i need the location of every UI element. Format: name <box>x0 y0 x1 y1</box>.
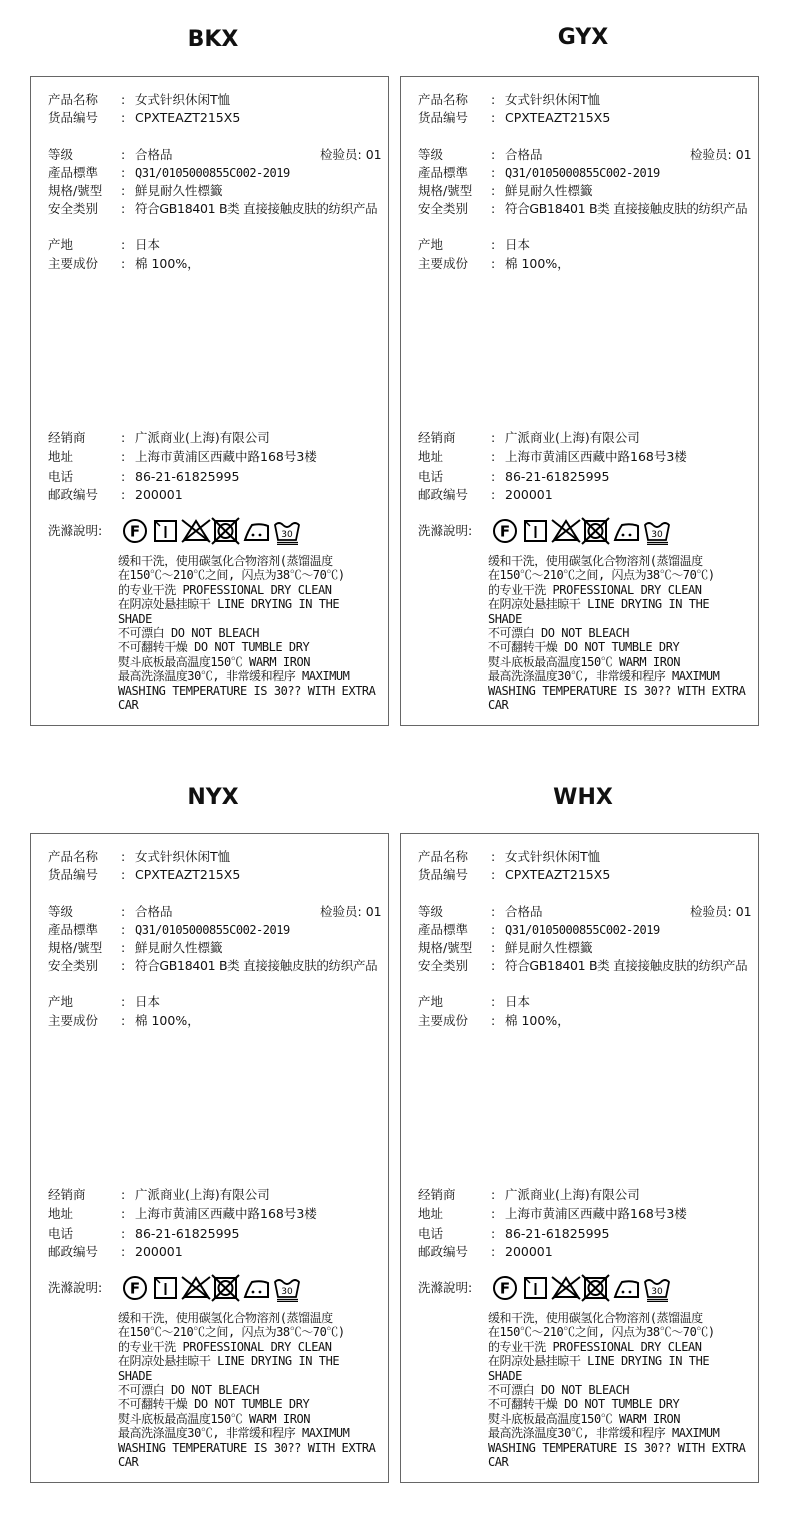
spec-value: 鮮見耐久性標籤 <box>135 183 223 198</box>
care-line: CAR <box>118 1455 139 1470</box>
label-code-bkx: BKX <box>187 27 239 52</box>
distributor-row: 经销商 : 广派商业(上海)有限公司 <box>48 430 270 445</box>
care-instructions-text <box>118 554 388 712</box>
label-code-nyx: NYX <box>187 785 239 810</box>
wash-instructions-key: 洗滌說明: <box>48 1280 103 1295</box>
distributor-key: 经销商 <box>48 1187 86 1202</box>
inspector-key: 检验员 <box>690 904 728 919</box>
standard-row: 產品標準 : Q31/0105000855C002-2019 <box>48 922 290 937</box>
phone-row: 电话 : 86-21-61825995 <box>48 469 240 484</box>
care-line: 在150℃～210℃之间, 闪点为38℃～70℃) <box>118 568 345 583</box>
phone-value: 86-21-61825995 <box>505 469 610 484</box>
line-dry-shade-icon <box>525 521 546 541</box>
item-number-key: 货品编号 <box>418 110 469 125</box>
product-name-row: 产品名称 : 女式针织休闲T恤 <box>48 92 231 107</box>
postcode-row: 邮政编号 : 200001 <box>48 487 183 502</box>
care-line: 不可翻转干燥 DO NOT TUMBLE DRY <box>488 1397 680 1412</box>
origin-key: 产地 <box>48 237 74 252</box>
care-line: SHADE <box>118 1368 152 1383</box>
do-not-bleach-icon <box>182 1277 210 1299</box>
postcode-value: 200001 <box>135 487 183 502</box>
care-label-bkx <box>30 76 389 726</box>
grade-row: 等级 : 合格品 检验员: 01 <box>418 904 752 919</box>
care-line: 的专业干洗 PROFESSIONAL DRY CLEAN <box>488 582 702 597</box>
dry-clean-f-icon <box>124 1277 146 1299</box>
safety-value: 符合GB18401 B类 直接接触皮肤的纺织产品 <box>135 201 378 216</box>
product-name-value: 女式针织休闲T恤 <box>135 92 231 107</box>
origin-key: 产地 <box>48 994 74 1009</box>
item-number-row: 货品编号 : CPXTEAZT215X5 <box>48 110 241 125</box>
care-line: WASHING TEMPERATURE IS 30?? WITH EXTRA <box>488 683 746 698</box>
address-key: 地址 <box>418 449 444 464</box>
composition-key: 主要成份 <box>48 256 99 271</box>
care-symbols <box>492 517 697 545</box>
postcode-key: 邮政编号 <box>48 487 99 502</box>
composition-key: 主要成份 <box>418 1013 469 1028</box>
care-line: 在阴凉处悬挂晾干 LINE DRYING IN THE <box>118 597 340 612</box>
distributor-value: 广派商业(上海)有限公司 <box>505 1187 640 1202</box>
origin-key: 产地 <box>418 237 444 252</box>
postcode-key: 邮政编号 <box>418 1244 469 1259</box>
product-name-key: 产品名称 <box>418 849 469 864</box>
spec-value: 鮮見耐久性標籤 <box>135 940 223 955</box>
care-line: 熨斗底板最高温度150℃ WARM IRON <box>488 1411 681 1426</box>
item-number-value: CPXTEAZT215X5 <box>135 110 241 125</box>
grade-row: 等级 : 合格品 检验员: 01 <box>48 147 382 162</box>
standard-row: 產品標準 : Q31/0105000855C002-2019 <box>418 922 660 937</box>
phone-key: 电话 <box>418 469 444 484</box>
safety-row: 安全类别 : 符合GB18401 B类 直接接触皮肤的纺织产品 <box>418 958 748 973</box>
product-name-row: 产品名称 : 女式针织休闲T恤 <box>418 849 601 864</box>
phone-value: 86-21-61825995 <box>135 469 240 484</box>
spec-row: 規格/號型 : 鮮見耐久性標籤 <box>48 183 223 198</box>
standard-key: 產品標準 <box>48 922 99 937</box>
care-line: 熨斗底板最高温度150℃ WARM IRON <box>118 1411 311 1426</box>
address-row: 地址 : 上海市黄浦区西藏中路168号3楼 <box>48 449 317 464</box>
care-line: 在150℃～210℃之间, 闪点为38℃～70℃) <box>488 1325 715 1340</box>
origin-value: 日本 <box>135 994 161 1009</box>
composition-value: 棉 100%， <box>505 256 570 271</box>
distributor-key: 经销商 <box>48 430 86 445</box>
distributor-key: 经销商 <box>418 1187 456 1202</box>
inspector: 检验员: 01 <box>690 147 752 162</box>
care-line: SHADE <box>118 611 152 626</box>
care-line: 不可漂白 DO NOT BLEACH <box>118 1383 260 1398</box>
inspector-value: 01 <box>735 147 752 162</box>
phone-value: 86-21-61825995 <box>505 1226 610 1241</box>
phone-row: 电话 : 86-21-61825995 <box>418 1226 610 1241</box>
address-row: 地址 : 上海市黄浦区西藏中路168号3楼 <box>48 1206 317 1221</box>
address-row: 地址 : 上海市黄浦区西藏中路168号3楼 <box>418 449 687 464</box>
care-line: 在阴凉处悬挂晾干 LINE DRYING IN THE <box>118 1354 340 1369</box>
spec-row: 規格/號型 : 鮮見耐久性標籤 <box>418 940 593 955</box>
care-line: 在150℃～210℃之间, 闪点为38℃～70℃) <box>488 568 715 583</box>
origin-key: 产地 <box>418 994 444 1009</box>
origin-row: 产地 : 日本 <box>418 237 531 252</box>
item-number-value: CPXTEAZT215X5 <box>505 867 611 882</box>
standard-value: Q31/0105000855C002-2019 <box>505 166 660 180</box>
care-line: WASHING TEMPERATURE IS 30?? WITH EXTRA <box>118 683 376 698</box>
standard-row: 產品標準 : Q31/0105000855C002-2019 <box>418 165 660 180</box>
wash-temperature: 30 <box>651 530 663 540</box>
svg-text:F: F <box>129 522 141 541</box>
composition-row: 主要成份 : 棉 100%， <box>48 1013 200 1028</box>
care-line: 的专业干洗 PROFESSIONAL DRY CLEAN <box>118 582 332 597</box>
care-symbols <box>122 517 327 545</box>
postcode-value: 200001 <box>505 1244 553 1259</box>
item-number-key: 货品编号 <box>418 867 469 882</box>
spec-key: 規格/號型 <box>48 940 103 955</box>
inspector: 检验员: 01 <box>690 904 752 919</box>
care-line: WASHING TEMPERATURE IS 30?? WITH EXTRA <box>488 1440 746 1455</box>
item-number-value: CPXTEAZT215X5 <box>135 867 241 882</box>
care-line: 熨斗底板最高温度150℃ WARM IRON <box>118 654 311 669</box>
label-code-gyx: GYX <box>557 25 609 50</box>
postcode-key: 邮政编号 <box>48 1244 99 1259</box>
item-number-value: CPXTEAZT215X5 <box>505 110 611 125</box>
spec-value: 鮮見耐久性標籤 <box>505 183 593 198</box>
do-not-tumble-dry-icon <box>212 1275 239 1301</box>
address-value: 上海市黄浦区西藏中路168号3楼 <box>135 1206 317 1221</box>
grade-key: 等级 <box>48 147 74 162</box>
address-value: 上海市黄浦区西藏中路168号3楼 <box>505 449 687 464</box>
dry-clean-f-icon <box>494 1277 516 1299</box>
standard-key: 產品標準 <box>48 165 99 180</box>
origin-row: 产地 : 日本 <box>418 994 531 1009</box>
address-value: 上海市黄浦区西藏中路168号3楼 <box>505 1206 687 1221</box>
wash-instructions-key: 洗滌說明: <box>418 523 473 538</box>
inspector-value: 01 <box>365 904 382 919</box>
inspector-value: 01 <box>365 147 382 162</box>
do-not-bleach-icon <box>552 1277 580 1299</box>
distributor-row: 经销商 : 广派商业(上海)有限公司 <box>48 1187 270 1202</box>
product-name-value: 女式针织休闲T恤 <box>135 849 231 864</box>
composition-row: 主要成份 : 棉 100%， <box>418 256 570 271</box>
do-not-bleach-icon <box>182 520 210 542</box>
address-key: 地址 <box>48 1206 74 1221</box>
composition-row: 主要成份 : 棉 100%， <box>418 1013 570 1028</box>
care-label-nyx <box>30 833 389 1483</box>
wash-instructions-key: 洗滌說明: <box>48 523 103 538</box>
grade-value: 合格品 <box>505 147 543 162</box>
wash-temperature: 30 <box>281 1287 293 1297</box>
product-name-key: 产品名称 <box>48 849 99 864</box>
inspector: 检验员: 01 <box>320 147 382 162</box>
phone-key: 电话 <box>48 469 74 484</box>
distributor-row: 经销商 : 广派商业(上海)有限公司 <box>418 1187 640 1202</box>
dry-clean-f-icon <box>124 520 146 542</box>
wash-30-gentle-icon <box>645 523 669 545</box>
spec-key: 規格/號型 <box>418 183 473 198</box>
product-name-key: 产品名称 <box>48 92 99 107</box>
item-number-row: 货品编号 : CPXTEAZT215X5 <box>418 867 611 882</box>
care-symbols <box>122 1274 327 1302</box>
grade-row: 等级 : 合格品 检验员: 01 <box>418 147 752 162</box>
care-line: SHADE <box>488 1368 522 1383</box>
composition-key: 主要成份 <box>48 1013 99 1028</box>
wash-30-gentle-icon <box>275 523 299 545</box>
composition-value: 棉 100%， <box>135 1013 200 1028</box>
care-line: 最高洗涤温度30℃, 非常缓和程序 MAXIMUM <box>118 1426 350 1441</box>
item-number-key: 货品编号 <box>48 867 99 882</box>
item-number-row: 货品编号 : CPXTEAZT215X5 <box>418 110 611 125</box>
origin-row: 产地 : 日本 <box>48 237 161 252</box>
postcode-row: 邮政编号 : 200001 <box>418 1244 553 1259</box>
grade-key: 等级 <box>418 904 444 919</box>
care-label-gyx <box>400 76 759 726</box>
safety-value: 符合GB18401 B类 直接接触皮肤的纺织产品 <box>505 201 748 216</box>
wash-30-gentle-icon <box>645 1280 669 1302</box>
care-line: 最高洗涤温度30℃, 非常缓和程序 MAXIMUM <box>488 1426 720 1441</box>
svg-text:F: F <box>499 1279 511 1298</box>
care-line: 在阴凉处悬挂晾干 LINE DRYING IN THE <box>488 597 710 612</box>
inspector-key: 检验员 <box>690 147 728 162</box>
inspector: 检验员: 01 <box>320 904 382 919</box>
postcode-value: 200001 <box>505 487 553 502</box>
grade-value: 合格品 <box>135 904 173 919</box>
grade-key: 等级 <box>418 147 444 162</box>
distributor-key: 经销商 <box>418 430 456 445</box>
care-symbols <box>492 1274 697 1302</box>
phone-key: 电话 <box>48 1226 74 1241</box>
care-line: WASHING TEMPERATURE IS 30?? WITH EXTRA <box>118 1440 376 1455</box>
product-name-row: 产品名称 : 女式针织休闲T恤 <box>418 92 601 107</box>
svg-text:F: F <box>499 522 511 541</box>
care-line: CAR <box>488 1455 509 1470</box>
grade-value: 合格品 <box>505 904 543 919</box>
postcode-value: 200001 <box>135 1244 183 1259</box>
care-line: 熨斗底板最高温度150℃ WARM IRON <box>488 654 681 669</box>
wash-temperature: 30 <box>651 1287 663 1297</box>
care-label-whx <box>400 833 759 1483</box>
item-number-row: 货品编号 : CPXTEAZT215X5 <box>48 867 241 882</box>
standard-value: Q31/0105000855C002-2019 <box>135 923 290 937</box>
postcode-row: 邮政编号 : 200001 <box>418 487 553 502</box>
origin-value: 日本 <box>505 237 531 252</box>
composition-value: 棉 100%， <box>505 1013 570 1028</box>
care-instructions-text <box>118 1311 388 1469</box>
inspector-value: 01 <box>735 904 752 919</box>
product-name-value: 女式针织休闲T恤 <box>505 849 601 864</box>
line-dry-shade-icon <box>155 1278 176 1298</box>
postcode-key: 邮政编号 <box>418 487 469 502</box>
wash-30-gentle-icon <box>275 1280 299 1302</box>
care-line: 缓和干洗，使用碳氢化合物溶剂(蒸馏温度 <box>488 1311 703 1325</box>
phone-row: 电话 : 86-21-61825995 <box>48 1226 240 1241</box>
care-instructions-text <box>488 554 758 712</box>
care-line: 在150℃～210℃之间, 闪点为38℃～70℃) <box>118 1325 345 1340</box>
care-line: SHADE <box>488 611 522 626</box>
distributor-value: 广派商业(上海)有限公司 <box>505 430 640 445</box>
care-line: 缓和干洗，使用碳氢化合物溶剂(蒸馏温度 <box>118 554 333 568</box>
care-line: CAR <box>488 698 509 713</box>
care-line: CAR <box>118 698 139 713</box>
iron-medium-icon <box>615 1281 638 1297</box>
safety-key: 安全类别 <box>48 958 99 973</box>
wash-temperature: 30 <box>281 530 293 540</box>
do-not-tumble-dry-icon <box>212 518 239 544</box>
phone-row: 电话 : 86-21-61825995 <box>418 469 610 484</box>
composition-key: 主要成份 <box>418 256 469 271</box>
spec-row: 規格/號型 : 鮮見耐久性標籤 <box>418 183 593 198</box>
grade-value: 合格品 <box>135 147 173 162</box>
safety-key: 安全类别 <box>418 201 469 216</box>
product-name-value: 女式针织休闲T恤 <box>505 92 601 107</box>
care-line: 不可漂白 DO NOT BLEACH <box>118 626 260 641</box>
care-line: 的专业干洗 PROFESSIONAL DRY CLEAN <box>118 1339 332 1354</box>
care-line: 不可翻转干燥 DO NOT TUMBLE DRY <box>488 640 680 655</box>
distributor-value: 广派商业(上海)有限公司 <box>135 430 270 445</box>
do-not-tumble-dry-icon <box>582 1275 609 1301</box>
composition-row: 主要成份 : 棉 100%， <box>48 256 200 271</box>
line-dry-shade-icon <box>155 521 176 541</box>
iron-medium-icon <box>615 524 638 540</box>
address-row: 地址 : 上海市黄浦区西藏中路168号3楼 <box>418 1206 687 1221</box>
spec-key: 規格/號型 <box>48 183 103 198</box>
product-name-key: 产品名称 <box>418 92 469 107</box>
standard-row: 產品標準 : Q31/0105000855C002-2019 <box>48 165 290 180</box>
wash-instructions-key: 洗滌說明: <box>418 1280 473 1295</box>
composition-value: 棉 100%， <box>135 256 200 271</box>
care-line: 最高洗涤温度30℃, 非常缓和程序 MAXIMUM <box>118 669 350 684</box>
svg-text:F: F <box>129 1279 141 1298</box>
do-not-bleach-icon <box>552 520 580 542</box>
standard-value: Q31/0105000855C002-2019 <box>505 923 660 937</box>
spec-row: 規格/號型 : 鮮見耐久性標籤 <box>48 940 223 955</box>
spec-key: 規格/號型 <box>418 940 473 955</box>
safety-row: 安全类别 : 符合GB18401 B类 直接接触皮肤的纺织产品 <box>48 201 378 216</box>
grade-key: 等级 <box>48 904 74 919</box>
origin-value: 日本 <box>135 237 161 252</box>
standard-key: 產品標準 <box>418 922 469 937</box>
product-name-row: 产品名称 : 女式针织休闲T恤 <box>48 849 231 864</box>
address-value: 上海市黄浦区西藏中路168号3楼 <box>135 449 317 464</box>
care-line: 不可漂白 DO NOT BLEACH <box>488 626 630 641</box>
grade-row: 等级 : 合格品 检验员: 01 <box>48 904 382 919</box>
care-line: 最高洗涤温度30℃, 非常缓和程序 MAXIMUM <box>488 669 720 684</box>
safety-row: 安全类别 : 符合GB18401 B类 直接接触皮肤的纺织产品 <box>418 201 748 216</box>
care-line: 不可翻转干燥 DO NOT TUMBLE DRY <box>118 640 310 655</box>
care-line: 不可翻转干燥 DO NOT TUMBLE DRY <box>118 1397 310 1412</box>
do-not-tumble-dry-icon <box>582 518 609 544</box>
spec-value: 鮮見耐久性標籤 <box>505 940 593 955</box>
care-line: 的专业干洗 PROFESSIONAL DRY CLEAN <box>488 1339 702 1354</box>
iron-medium-icon <box>245 524 268 540</box>
standard-value: Q31/0105000855C002-2019 <box>135 166 290 180</box>
safety-row: 安全类别 : 符合GB18401 B类 直接接触皮肤的纺织产品 <box>48 958 378 973</box>
safety-value: 符合GB18401 B类 直接接触皮肤的纺织产品 <box>505 958 748 973</box>
care-instructions-text <box>488 1311 758 1469</box>
label-code-whx: WHX <box>553 785 613 810</box>
safety-key: 安全类别 <box>48 201 99 216</box>
dry-clean-f-icon <box>494 520 516 542</box>
safety-key: 安全类别 <box>418 958 469 973</box>
distributor-value: 广派商业(上海)有限公司 <box>135 1187 270 1202</box>
origin-value: 日本 <box>505 994 531 1009</box>
standard-key: 產品標準 <box>418 165 469 180</box>
address-key: 地址 <box>48 449 74 464</box>
origin-row: 产地 : 日本 <box>48 994 161 1009</box>
distributor-row: 经销商 : 广派商业(上海)有限公司 <box>418 430 640 445</box>
inspector-key: 检验员 <box>320 147 358 162</box>
postcode-row: 邮政编号 : 200001 <box>48 1244 183 1259</box>
phone-key: 电话 <box>418 1226 444 1241</box>
item-number-key: 货品编号 <box>48 110 99 125</box>
line-dry-shade-icon <box>525 1278 546 1298</box>
phone-value: 86-21-61825995 <box>135 1226 240 1241</box>
care-line: 缓和干洗，使用碳氢化合物溶剂(蒸馏温度 <box>488 554 703 568</box>
address-key: 地址 <box>418 1206 444 1221</box>
care-line: 不可漂白 DO NOT BLEACH <box>488 1383 630 1398</box>
inspector-key: 检验员 <box>320 904 358 919</box>
care-line: 在阴凉处悬挂晾干 LINE DRYING IN THE <box>488 1354 710 1369</box>
iron-medium-icon <box>245 1281 268 1297</box>
care-line: 缓和干洗，使用碳氢化合物溶剂(蒸馏温度 <box>118 1311 333 1325</box>
safety-value: 符合GB18401 B类 直接接触皮肤的纺织产品 <box>135 958 378 973</box>
